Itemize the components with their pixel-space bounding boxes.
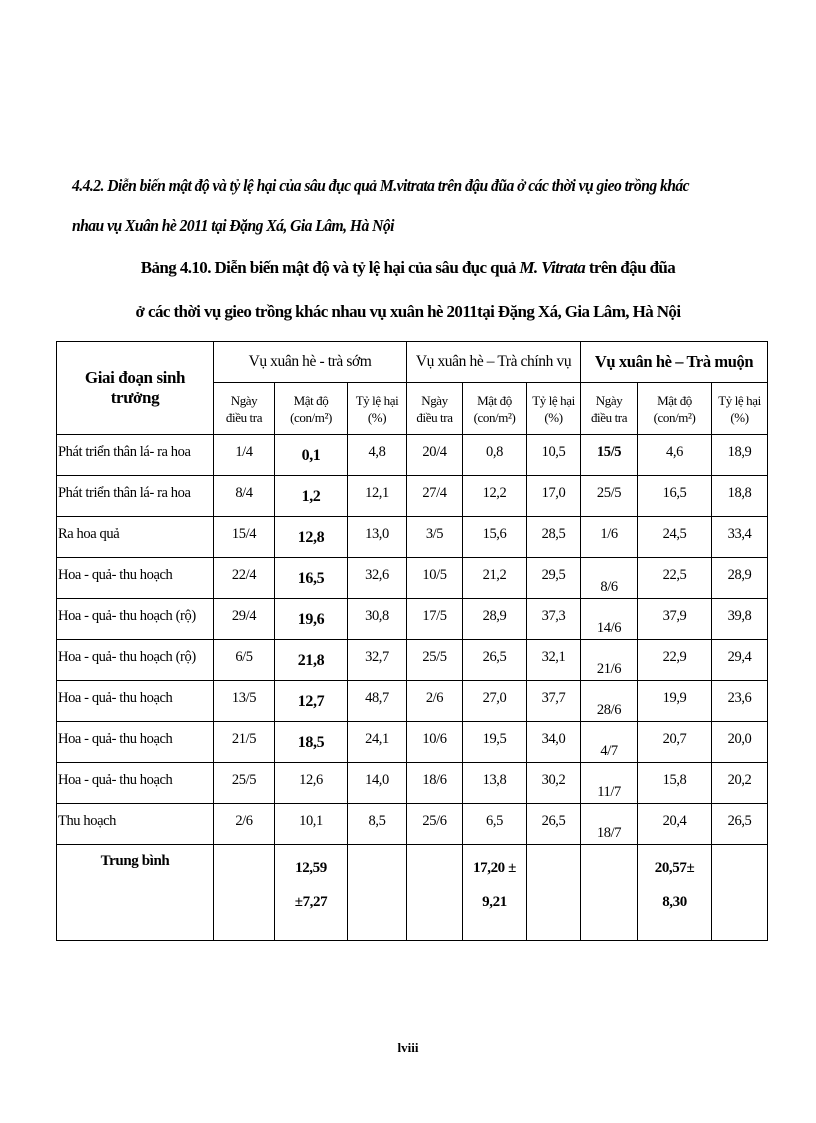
main-rate: 26,5 <box>527 804 581 845</box>
main-date: 25/6 <box>407 804 463 845</box>
main-density: 28,9 <box>463 599 527 640</box>
table-row <box>57 517 768 558</box>
late-date: 18/7 <box>581 804 638 845</box>
early-density: 12,7 <box>275 681 348 722</box>
late-rate: 33,4 <box>712 517 768 558</box>
late-date: 25/5 <box>581 476 638 517</box>
stage-cell: Hoa - quả- thu hoạch <box>57 681 214 722</box>
main-density: 12,2 <box>463 476 527 517</box>
early-density: 0,1 <box>275 435 348 476</box>
table-caption-line2: ở các thời vụ gieo trồng khác nhau vụ xuân hè 2011tại Đặng Xá, Gia Lâm, Hà Nội <box>135 302 681 321</box>
subheader-density: Mật độ (con/m²) <box>275 383 348 435</box>
early-density: 12,8 <box>275 517 348 558</box>
late-rate: 18,8 <box>712 476 768 517</box>
table-row <box>57 722 768 763</box>
main-date: 27/4 <box>407 476 463 517</box>
early-rate: 32,6 <box>348 558 407 599</box>
caption-species: M. Vitrata <box>519 258 586 277</box>
main-density: 26,5 <box>463 640 527 681</box>
main-density: 27,0 <box>463 681 527 722</box>
main-average: 17,20 ± 9,21 <box>463 845 527 941</box>
early-rate: 8,5 <box>348 804 407 845</box>
late-rate: 26,5 <box>712 804 768 845</box>
stage-cell: Thu hoạch <box>57 804 214 845</box>
group-header-main: Vụ xuân hè – Trà chính vụ <box>407 342 581 383</box>
table-row <box>57 804 768 845</box>
table-row <box>57 558 768 599</box>
late-rate: 28,9 <box>712 558 768 599</box>
early-rate: 48,7 <box>348 681 407 722</box>
main-density: 21,2 <box>463 558 527 599</box>
empty-cell <box>712 845 768 941</box>
stage-cell: Hoa - quả- thu hoạch <box>57 763 214 804</box>
table-row <box>57 435 768 476</box>
main-density: 15,6 <box>463 517 527 558</box>
subheader-rate: Tỷ lệ hại (%) <box>712 383 768 435</box>
main-density: 0,8 <box>463 435 527 476</box>
late-rate: 18,9 <box>712 435 768 476</box>
main-rate: 37,7 <box>527 681 581 722</box>
early-rate: 14,0 <box>348 763 407 804</box>
main-rate: 30,2 <box>527 763 581 804</box>
early-date: 15/4 <box>214 517 275 558</box>
stage-cell: Phát triển thân lá- ra hoa <box>57 435 214 476</box>
main-date: 20/4 <box>407 435 463 476</box>
early-rate: 32,7 <box>348 640 407 681</box>
section-heading: 4.4.2. Diễn biến mật độ và tỷ lệ hại của sâu đục quả M.vitrata trên đậu đũa ở các thời vụ gieo trồng khác nhau vụ Xuân hè 2011 tại Đặng Xá, Gia Lâm, Hà Nội <box>72 176 690 235</box>
main-date: 25/5 <box>407 640 463 681</box>
late-date: 15/5 <box>581 435 638 476</box>
table-row <box>57 640 768 681</box>
main-density: 6,5 <box>463 804 527 845</box>
late-density: 22,9 <box>638 640 712 681</box>
empty-cell <box>214 845 275 941</box>
stage-cell: Hoa - quả- thu hoạch (rộ) <box>57 640 214 681</box>
average-label: Trung bình <box>57 845 214 941</box>
table-row <box>57 763 768 804</box>
stage-cell: Hoa - quả- thu hoạch (rộ) <box>57 599 214 640</box>
empty-cell <box>527 845 581 941</box>
early-density: 21,8 <box>275 640 348 681</box>
main-date: 2/6 <box>407 681 463 722</box>
group-header-early: Vụ xuân hè - trà sớm <box>214 342 407 383</box>
late-density: 15,8 <box>638 763 712 804</box>
late-density: 37,9 <box>638 599 712 640</box>
subheader-density: Mật độ (con/m²) <box>638 383 712 435</box>
late-rate: 39,8 <box>712 599 768 640</box>
stage-column-header: Giai đoạn sinh trưởng <box>57 342 214 435</box>
early-date: 8/4 <box>214 476 275 517</box>
table-row <box>57 599 768 640</box>
late-date: 1/6 <box>581 517 638 558</box>
late-average: 20,57± 8,30 <box>638 845 712 941</box>
main-density: 13,8 <box>463 763 527 804</box>
late-date: 21/6 <box>581 640 638 681</box>
average-row <box>57 845 768 941</box>
late-date: 14/6 <box>581 599 638 640</box>
early-date: 21/5 <box>214 722 275 763</box>
early-density: 10,1 <box>275 804 348 845</box>
early-density: 12,6 <box>275 763 348 804</box>
table-row <box>57 476 768 517</box>
late-rate: 20,0 <box>712 722 768 763</box>
early-date: 13/5 <box>214 681 275 722</box>
late-density: 22,5 <box>638 558 712 599</box>
stage-cell: Hoa - quả- thu hoạch <box>57 558 214 599</box>
early-date: 2/6 <box>214 804 275 845</box>
early-density: 16,5 <box>275 558 348 599</box>
late-density: 24,5 <box>638 517 712 558</box>
early-rate: 24,1 <box>348 722 407 763</box>
subheader-rate: Tỷ lệ hại (%) <box>348 383 407 435</box>
empty-cell <box>407 845 463 941</box>
late-date: 4/7 <box>581 722 638 763</box>
subheader-date: Ngày điều tra <box>214 383 275 435</box>
early-date: 25/5 <box>214 763 275 804</box>
subheader-date: Ngày điều tra <box>581 383 638 435</box>
late-date: 8/6 <box>581 558 638 599</box>
main-date: 18/6 <box>407 763 463 804</box>
early-density: 19,6 <box>275 599 348 640</box>
early-average: 12,59 ±7,27 <box>275 845 348 941</box>
late-date: 11/7 <box>581 763 638 804</box>
early-rate: 4,8 <box>348 435 407 476</box>
group-header-late: Vụ xuân hè – Trà muộn <box>581 342 768 383</box>
main-rate: 10,5 <box>527 435 581 476</box>
late-rate: 20,2 <box>712 763 768 804</box>
stage-cell: Phát triển thân lá- ra hoa <box>57 476 214 517</box>
early-rate: 13,0 <box>348 517 407 558</box>
early-date: 22/4 <box>214 558 275 599</box>
stage-cell: Ra hoa quả <box>57 517 214 558</box>
main-date: 10/5 <box>407 558 463 599</box>
early-rate: 12,1 <box>348 476 407 517</box>
empty-cell <box>581 845 638 941</box>
late-date: 28/6 <box>581 681 638 722</box>
main-rate: 29,5 <box>527 558 581 599</box>
main-date: 10/6 <box>407 722 463 763</box>
main-density: 19,5 <box>463 722 527 763</box>
table-row <box>57 681 768 722</box>
main-rate: 17,0 <box>527 476 581 517</box>
late-density: 20,4 <box>638 804 712 845</box>
late-density: 16,5 <box>638 476 712 517</box>
table-caption-line1 <box>0 258 816 278</box>
page-number: lviii <box>397 1040 419 1055</box>
caption-text-end: trên đậu đũa <box>585 258 676 277</box>
late-density: 19,9 <box>638 681 712 722</box>
caption-text: Bảng 4.10. Diễn biến mật độ và tỷ lệ hại của sâu đục quả <box>140 258 520 277</box>
early-date: 29/4 <box>214 599 275 640</box>
late-density: 20,7 <box>638 722 712 763</box>
early-rate: 30,8 <box>348 599 407 640</box>
late-density: 4,6 <box>638 435 712 476</box>
early-date: 6/5 <box>214 640 275 681</box>
subheader-rate: Tỷ lệ hại (%) <box>527 383 581 435</box>
late-rate: 29,4 <box>712 640 768 681</box>
main-rate: 32,1 <box>527 640 581 681</box>
subheader-density: Mật độ (con/m²) <box>463 383 527 435</box>
stage-cell: Hoa - quả- thu hoạch <box>57 722 214 763</box>
main-rate: 34,0 <box>527 722 581 763</box>
main-date: 17/5 <box>407 599 463 640</box>
early-density: 18,5 <box>275 722 348 763</box>
header-row-groups <box>57 342 768 383</box>
data-table <box>56 341 768 941</box>
empty-cell <box>348 845 407 941</box>
main-date: 3/5 <box>407 517 463 558</box>
main-rate: 37,3 <box>527 599 581 640</box>
early-date: 1/4 <box>214 435 275 476</box>
main-rate: 28,5 <box>527 517 581 558</box>
early-density: 1,2 <box>275 476 348 517</box>
subheader-date: Ngày điều tra <box>407 383 463 435</box>
late-rate: 23,6 <box>712 681 768 722</box>
